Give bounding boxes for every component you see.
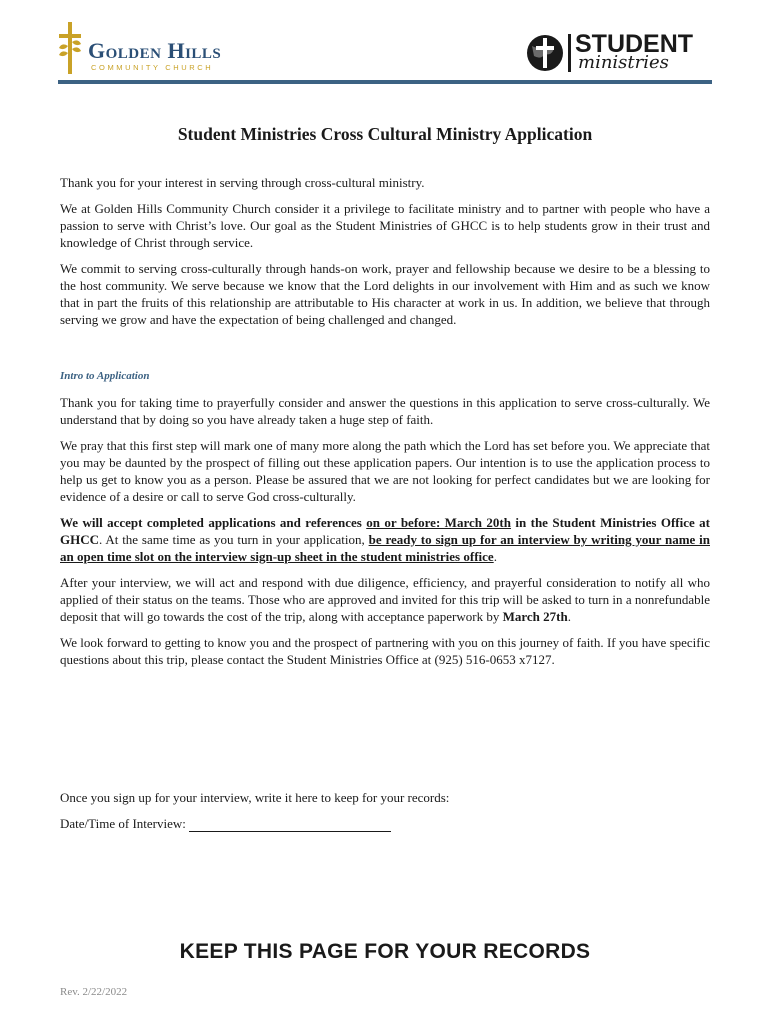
interview-date-field[interactable] <box>189 817 391 832</box>
after-interview-text-c: . <box>567 609 571 624</box>
section-heading: Intro to Application <box>60 370 150 382</box>
church-name: Golden Hills <box>88 38 222 63</box>
logo-student-text: STUDENT <box>575 30 694 58</box>
church-subtitle: COMMUNITY CHURCH <box>91 63 214 72</box>
records-prompt: Once you sign up for your interview, write it here to keep for your records: <box>60 790 450 805</box>
interview-instruction: be ready to sign up for an interview by writing your name in an open time slot on the interview sign-up sheet in the student ministries office <box>60 532 710 564</box>
deadline-text-d: . At the same time as you turn in your application, <box>99 532 369 547</box>
intro-paragraph-1: Thank you for your interest in serving through cross-cultural ministry. <box>60 175 425 190</box>
deadline-text-c: in the Student Ministries Office at GHCC <box>60 515 711 547</box>
cross-wheat-icon <box>58 22 84 74</box>
section-paragraph-2: We pray that this first step will mark one of many more along the path which the Lord has set before you. We appreciate that you may be daunted by the prospect of filling out these application papers. Our intention is to use the application process to help us get to know you as a person. Please be assured that we are not looking for perfect candidates but we are looking for evidence of a desire or call to serve God cross-culturally. <box>60 438 710 504</box>
intro-paragraph-2: We at Golden Hills Community Church consider it a privilege to facilitate ministry and to partner with people who have a passion to serve with Christ’s love. Our goal as the Student Ministries of GHCC is to help students grow in their trust and knowledge of Christ through service. <box>60 201 710 250</box>
deadline-text-a: We will accept completed applications and references <box>60 515 367 530</box>
interview-date-row <box>60 815 710 832</box>
golden-hills-logo <box>58 22 248 78</box>
revision-date: Rev. 2/22/2022 <box>60 986 128 998</box>
deadline-paragraph <box>60 514 710 565</box>
logo-divider <box>568 34 571 72</box>
page-title: Student Ministries Cross Cultural Ministry Application <box>177 124 593 144</box>
deadline-date: on or before: March 20th <box>366 515 511 530</box>
acceptance-date: March 27th <box>502 609 568 624</box>
interview-date-label: Date/Time of Interview: <box>60 816 186 831</box>
header-rule <box>58 80 712 84</box>
document-body <box>60 174 710 677</box>
globe-cross-icon <box>526 34 564 72</box>
section-paragraph-1: Thank you for taking time to prayerfully consider and answer the questions in this application to serve cross-culturally. We understand that by doing so you have already taken a huge step of faith. <box>60 395 710 427</box>
intro-paragraph-3: We commit to serving cross-culturally through hands-on work, prayer and fellowship because we desire to be a blessing to the host community. We serve because we know that the Lord delights in our involvement with Him and as such we know that in part the fruits of this relationship are attributable to His character at work in us. In addition, we believe that through serving we grow and have the expectation of being challenged and changed. <box>60 261 710 327</box>
deadline-text-f: . <box>493 549 497 564</box>
student-ministries-logo <box>526 30 716 74</box>
contact-paragraph: We look forward to getting to know you and the prospect of partnering with you on this journey of faith. If you have specific questions about this trip, please contact the Student Ministries Office at (925) 516-0653 x7127. <box>60 635 710 667</box>
page-header <box>0 0 770 90</box>
after-interview-text-a: After your interview, we will act and respond with due diligence, efficiency, and prayerful consideration to notify all who applied of their status on the teams. Those who are approved and invited for this trip will be asked to turn in a nonrefundable deposit that will go towards the cost of the trip, along with acceptance paperwork by <box>60 575 710 624</box>
keep-page-notice: KEEP THIS PAGE FOR YOUR RECORDS <box>179 940 591 963</box>
logo-ministries-text: ministries <box>578 52 669 73</box>
after-interview-paragraph <box>60 574 710 625</box>
